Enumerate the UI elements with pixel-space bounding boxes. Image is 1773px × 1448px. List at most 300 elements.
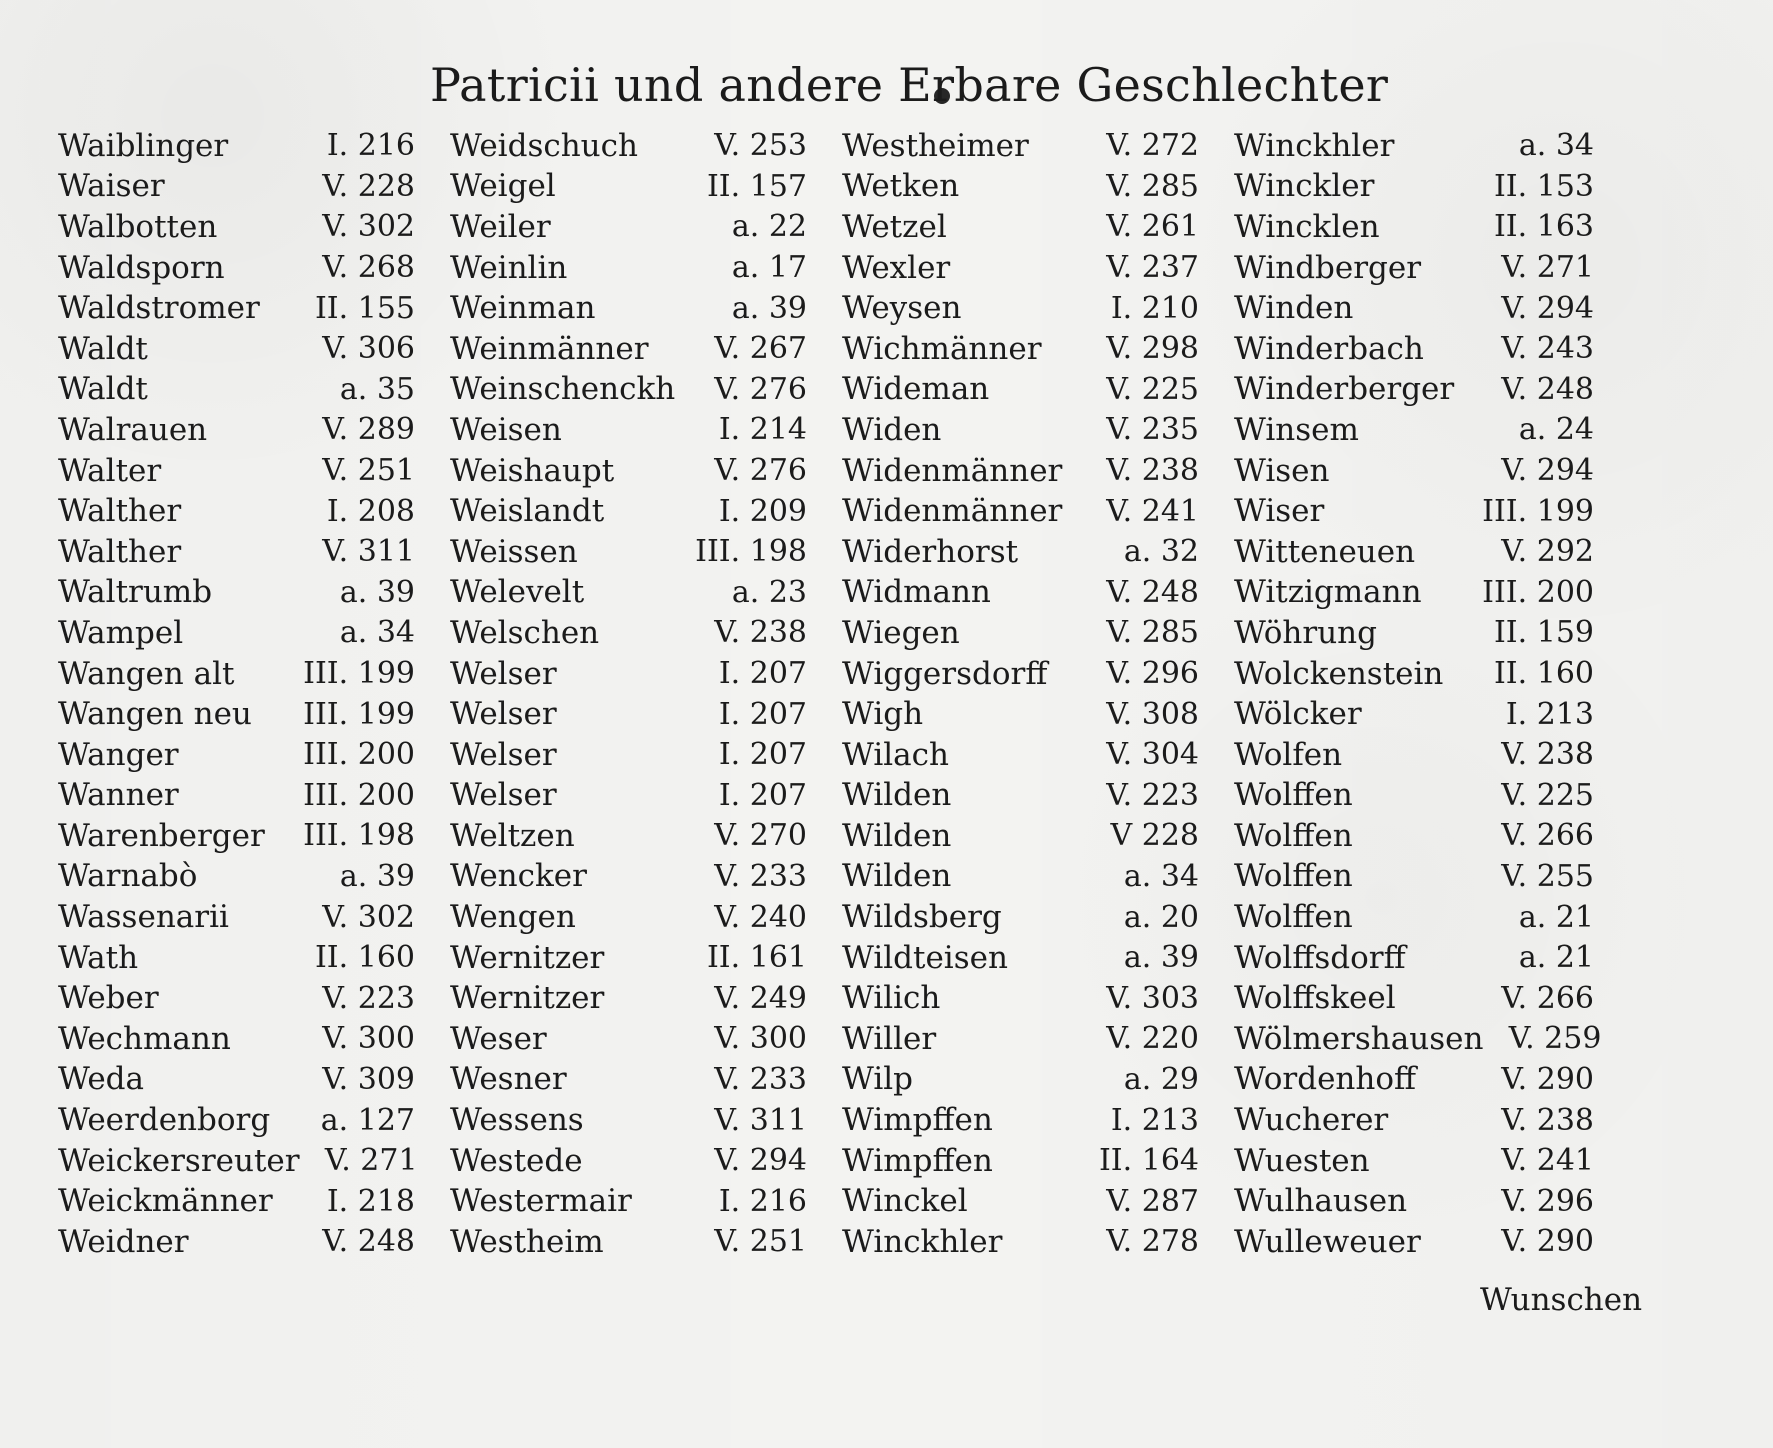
index-entry — [842, 1019, 1207, 1060]
reference: V. 251 — [322, 453, 415, 489]
index-entry — [842, 126, 1207, 167]
index-entry — [450, 1181, 815, 1222]
surname: Wassenarii — [58, 899, 229, 936]
surname: Weber — [58, 980, 159, 1017]
surname: Winckhler — [1234, 127, 1395, 164]
index-entry — [58, 1181, 423, 1222]
surname: Welser — [450, 777, 557, 814]
index-entry — [1234, 1141, 1594, 1182]
reference: a. 23 — [731, 574, 807, 610]
surname: Wanner — [58, 777, 179, 814]
reference: V. 294 — [1501, 290, 1594, 326]
reference: V. 309 — [322, 1061, 415, 1097]
surname: Waldsporn — [58, 249, 225, 286]
surname: Witteneuen — [1234, 533, 1416, 570]
reference: a. 39 — [1123, 940, 1199, 976]
surname: Welevelt — [450, 574, 585, 611]
surname: Weidner — [58, 1223, 189, 1260]
surname: Waiser — [58, 168, 165, 205]
surname: Wolffen — [1234, 899, 1353, 936]
reference: V. 290 — [1501, 1061, 1594, 1097]
index-entry — [450, 654, 815, 695]
surname: Witzigmann — [1234, 574, 1422, 611]
reference: V. 267 — [714, 331, 807, 367]
index-entry — [842, 1222, 1207, 1263]
reference: II. 153 — [1493, 168, 1594, 204]
reference: V. 220 — [1106, 1021, 1199, 1057]
reference: V. 261 — [1106, 209, 1199, 245]
surname: Wulleweuer — [1234, 1223, 1421, 1260]
index-entry — [1234, 816, 1594, 857]
reference: V. 296 — [1501, 1183, 1594, 1219]
surname: Wimpffen — [842, 1142, 993, 1179]
index-entry — [842, 978, 1207, 1019]
index-entry — [1234, 978, 1594, 1019]
surname: Wildsberg — [842, 899, 1002, 936]
reference: V. 228 — [322, 168, 415, 204]
index-column-1 — [58, 126, 423, 1263]
index-entry — [58, 1141, 423, 1182]
reference: V. 248 — [1106, 574, 1199, 610]
surname: Winckel — [842, 1183, 968, 1220]
surname: Weislandt — [450, 493, 605, 530]
index-entry — [58, 451, 423, 492]
index-entry — [450, 1019, 815, 1060]
surname: Weinmänner — [450, 330, 649, 367]
index-entry — [58, 288, 423, 329]
surname: Westheimer — [842, 127, 1029, 164]
index-entry — [1234, 1181, 1594, 1222]
reference: III. 200 — [1482, 574, 1594, 610]
index-entry — [450, 694, 815, 735]
surname: Weickmänner — [58, 1183, 273, 1220]
page-title: Patricii und andere Erbare Geschlechter — [430, 58, 1389, 112]
reference: V. 251 — [714, 1224, 807, 1260]
index-column-4 — [1234, 126, 1602, 1263]
surname: Wangen alt — [58, 655, 235, 692]
reference: I. 216 — [718, 1183, 807, 1219]
surname: Walrauen — [58, 411, 208, 448]
index-entry — [450, 776, 815, 817]
reference: V. 223 — [322, 980, 415, 1016]
reference: I. 214 — [718, 412, 807, 448]
reference: I. 218 — [326, 1183, 415, 1219]
index-entry — [1234, 532, 1594, 573]
index-entry — [450, 857, 815, 898]
surname: Wilden — [842, 858, 952, 895]
index-entry — [1234, 654, 1594, 695]
reference: a. 21 — [1518, 940, 1594, 976]
index-entry — [58, 532, 423, 573]
surname: Westheim — [450, 1223, 604, 1260]
index-entry — [1234, 248, 1594, 289]
reference: a. 20 — [1123, 899, 1199, 935]
index-entry — [1234, 288, 1594, 329]
surname: Weinschenckh — [450, 371, 676, 408]
index-entry — [842, 857, 1207, 898]
surname: Wernitzer — [450, 980, 605, 1017]
index-entry — [1234, 573, 1594, 614]
index-entry — [58, 897, 423, 938]
index-entry — [450, 207, 815, 248]
reference: II. 157 — [706, 168, 807, 204]
reference: I. 213 — [1110, 1102, 1199, 1138]
reference: V. 308 — [1106, 696, 1199, 732]
reference: II. 161 — [706, 940, 807, 976]
reference: III. 198 — [303, 818, 415, 854]
surname: Walter — [58, 452, 162, 489]
reference: V. 238 — [1106, 453, 1199, 489]
reference: V. 298 — [1106, 331, 1199, 367]
reference: V. 289 — [322, 412, 415, 448]
reference: III. 198 — [695, 534, 807, 570]
surname: Walther — [58, 493, 182, 530]
index-entry — [58, 329, 423, 370]
index-entry — [58, 573, 423, 614]
index-entry — [842, 1181, 1207, 1222]
surname: Wangen neu — [58, 696, 252, 733]
reference: V. 249 — [714, 980, 807, 1016]
index-entry — [450, 167, 815, 208]
index-entry — [842, 573, 1207, 614]
index-entry — [1234, 1100, 1594, 1141]
reference: V. 290 — [1501, 1224, 1594, 1260]
index-entry — [842, 410, 1207, 451]
reference: V. 243 — [1501, 331, 1594, 367]
index-entry — [842, 613, 1207, 654]
surname: Warnabò — [58, 858, 198, 895]
surname: Winckhler — [842, 1223, 1003, 1260]
index-entry — [842, 288, 1207, 329]
index-entry — [58, 938, 423, 979]
surname: Walther — [58, 533, 182, 570]
index-entry — [1234, 329, 1594, 370]
reference: V. 248 — [322, 1224, 415, 1260]
surname: Weissen — [450, 533, 578, 570]
reference: V. 302 — [322, 899, 415, 935]
surname: Welschen — [450, 614, 600, 651]
index-entry — [1234, 857, 1594, 898]
reference: V. 248 — [1501, 371, 1594, 407]
reference: a. 32 — [1123, 534, 1199, 570]
index-entry — [842, 167, 1207, 208]
reference: I. 208 — [326, 493, 415, 529]
surname: Weickersreuter — [58, 1142, 300, 1179]
reference: V. 292 — [1501, 534, 1594, 570]
surname: Wigh — [842, 696, 924, 733]
index-entry — [450, 288, 815, 329]
surname: Weysen — [842, 290, 962, 327]
index-entry — [842, 1141, 1207, 1182]
reference: V. 266 — [1501, 818, 1594, 854]
index-entry — [58, 207, 423, 248]
reference: a. 29 — [1123, 1061, 1199, 1097]
reference: I. 207 — [718, 696, 807, 732]
reference: V. 255 — [1501, 858, 1594, 894]
surname: Wilp — [842, 1061, 913, 1098]
reference: I. 207 — [718, 777, 807, 813]
reference: V. 235 — [1106, 412, 1199, 448]
index-entry — [58, 816, 423, 857]
reference: V. 253 — [714, 128, 807, 164]
index-entry — [450, 329, 815, 370]
index-entry — [58, 694, 423, 735]
reference: V. 259 — [1508, 1021, 1602, 1057]
index-entry — [1234, 938, 1594, 979]
reference: V. 303 — [1106, 980, 1199, 1016]
surname: Wulhausen — [1234, 1183, 1408, 1220]
reference: a. 34 — [1518, 128, 1594, 164]
reference: V. 225 — [1501, 777, 1594, 813]
surname: Wolffen — [1234, 777, 1353, 814]
surname: Wincklen — [1234, 208, 1380, 245]
index-entry — [842, 1100, 1207, 1141]
surname: Windberger — [1234, 249, 1422, 286]
index-entry — [842, 694, 1207, 735]
index-entry — [1234, 897, 1594, 938]
surname: Winderberger — [1234, 371, 1455, 408]
index-entry — [450, 573, 815, 614]
surname: Welser — [450, 736, 557, 773]
surname: Waiblinger — [58, 127, 229, 164]
index-entry — [842, 654, 1207, 695]
index-entry — [1234, 451, 1594, 492]
index-entry — [1234, 410, 1594, 451]
reference: I. 213 — [1505, 696, 1594, 732]
index-entry — [1234, 735, 1594, 776]
surname: Weser — [450, 1020, 547, 1057]
reference: V. 271 — [324, 1143, 418, 1179]
surname: Wanger — [58, 736, 179, 773]
surname: Wimpffen — [842, 1102, 993, 1139]
reference: I. 216 — [326, 128, 415, 164]
surname: Wampel — [58, 614, 184, 651]
reference: V. 223 — [1106, 777, 1199, 813]
reference: V. 294 — [714, 1143, 807, 1179]
index-entry — [450, 978, 815, 1019]
surname: Welser — [450, 655, 557, 692]
reference: V. 271 — [1501, 250, 1594, 286]
reference: a. 34 — [1123, 858, 1199, 894]
index-entry — [842, 329, 1207, 370]
reference: V. 300 — [322, 1021, 415, 1057]
surname: Wessens — [450, 1102, 584, 1139]
index-entry — [842, 248, 1207, 289]
surname: Wetken — [842, 168, 960, 205]
surname: Weda — [58, 1061, 145, 1098]
surname: Wucherer — [1234, 1102, 1389, 1139]
reference: V. 233 — [714, 858, 807, 894]
index-entry — [450, 1060, 815, 1101]
reference: III. 199 — [303, 656, 415, 692]
surname: Weishaupt — [450, 452, 615, 489]
surname: Wilach — [842, 736, 949, 773]
index-entry — [58, 1100, 423, 1141]
surname: Wetzel — [842, 208, 947, 245]
surname: Weiler — [450, 208, 551, 245]
reference: V. 285 — [1106, 615, 1199, 651]
surname: Waldt — [58, 371, 148, 408]
surname: Walbotten — [58, 208, 218, 245]
reference: V. 272 — [1106, 128, 1199, 164]
reference: III. 200 — [303, 777, 415, 813]
surname: Welser — [450, 696, 557, 733]
surname: Weltzen — [450, 817, 575, 854]
reference: a. 22 — [731, 209, 807, 245]
index-entry — [1234, 1019, 1602, 1060]
surname: Wilden — [842, 777, 952, 814]
reference: II. 160 — [314, 940, 415, 976]
surname: Wernitzer — [450, 939, 605, 976]
reference: V. 285 — [1106, 168, 1199, 204]
surname: Willer — [842, 1020, 937, 1057]
index-entry — [58, 776, 423, 817]
index-entry — [450, 370, 815, 411]
reference: V. 225 — [1106, 371, 1199, 407]
index-entry — [58, 613, 423, 654]
reference: V. 276 — [714, 453, 807, 489]
reference: a. 39 — [339, 858, 415, 894]
index-entry — [1234, 207, 1594, 248]
index-entry — [58, 370, 423, 411]
surname: Wechmann — [58, 1020, 231, 1057]
index-entry — [58, 248, 423, 289]
surname: Weigel — [450, 168, 556, 205]
surname: Widerhorst — [842, 533, 1019, 570]
index-entry — [450, 1100, 815, 1141]
reference: II. 155 — [314, 290, 415, 326]
surname: Weinlin — [450, 249, 568, 286]
reference: III. 199 — [303, 696, 415, 732]
index-entry — [58, 410, 423, 451]
surname: Wolffsdorff — [1234, 939, 1406, 976]
surname: Wolfen — [1234, 736, 1343, 773]
index-entry — [450, 613, 815, 654]
reference: a. 17 — [731, 250, 807, 286]
reference: I. 207 — [718, 656, 807, 692]
surname: Widenmänner — [842, 452, 1063, 489]
surname: Wölcker — [1234, 696, 1362, 733]
index-entry — [450, 491, 815, 532]
index-entry — [450, 1141, 815, 1182]
surname: Wiegen — [842, 614, 960, 651]
surname: Wisen — [1234, 452, 1330, 489]
reference: a. 39 — [731, 290, 807, 326]
index-entry — [842, 938, 1207, 979]
index-entry — [450, 126, 815, 167]
surname: Widenmänner — [842, 493, 1063, 530]
reference: a. 24 — [1518, 412, 1594, 448]
reference: V 228 — [1110, 818, 1199, 854]
reference: V. 240 — [714, 899, 807, 935]
index-entry — [1234, 694, 1594, 735]
surname: Warenberger — [58, 817, 265, 854]
reference: a. 21 — [1518, 899, 1594, 935]
surname: Wilden — [842, 817, 952, 854]
index-column-2 — [450, 126, 815, 1263]
reference: V. 268 — [322, 250, 415, 286]
surname: Widmann — [842, 574, 991, 611]
surname: Weerdenborg — [58, 1102, 271, 1139]
reference: III. 200 — [303, 737, 415, 773]
surname: Widen — [842, 411, 942, 448]
reference: V. 278 — [1106, 1224, 1199, 1260]
reference: V. 238 — [714, 615, 807, 651]
index-entry — [842, 491, 1207, 532]
reference: V. 266 — [1501, 980, 1594, 1016]
index-entry — [450, 735, 815, 776]
reference: II. 164 — [1098, 1143, 1199, 1179]
reference: a. 39 — [339, 574, 415, 610]
surname: Weidschuch — [450, 127, 638, 164]
index-entry — [1234, 1060, 1594, 1101]
index-entry — [842, 735, 1207, 776]
index-entry — [1234, 126, 1594, 167]
surname: Weisen — [450, 411, 562, 448]
surname: Wiggersdorff — [842, 655, 1048, 692]
surname: Wordenhoff — [1234, 1061, 1417, 1098]
surname: Wilich — [842, 980, 941, 1017]
index-column-3 — [842, 126, 1207, 1263]
reference: I. 210 — [1110, 290, 1199, 326]
surname: Winderbach — [1234, 330, 1424, 367]
reference: V. 238 — [1501, 737, 1594, 773]
reference: V. 287 — [1106, 1183, 1199, 1219]
index-entry — [842, 451, 1207, 492]
catchword: Wunschen — [1480, 1282, 1643, 1318]
index-entry — [58, 857, 423, 898]
reference: V. 276 — [714, 371, 807, 407]
index-entry — [842, 816, 1207, 857]
surname: Wengen — [450, 899, 576, 936]
reference: V. 270 — [714, 818, 807, 854]
surname: Westermair — [450, 1183, 632, 1220]
surname: Westede — [450, 1142, 583, 1179]
index-entry — [450, 410, 815, 451]
surname: Wolckenstein — [1234, 655, 1444, 692]
reference: V. 306 — [322, 331, 415, 367]
index-entry — [450, 938, 815, 979]
index-entry — [1234, 613, 1594, 654]
surname: Wexler — [842, 249, 951, 286]
surname: Wöhrung — [1234, 614, 1377, 651]
index-entry — [58, 491, 423, 532]
reference: V. 238 — [1501, 1102, 1594, 1138]
reference: V. 237 — [1106, 250, 1199, 286]
reference: II. 159 — [1493, 615, 1594, 651]
surname: Wath — [58, 939, 139, 976]
surname: Wuesten — [1234, 1142, 1370, 1179]
reference: V. 304 — [1106, 737, 1199, 773]
index-entry — [58, 126, 423, 167]
index-entry — [842, 776, 1207, 817]
index-entry — [842, 532, 1207, 573]
surname: Wichmänner — [842, 330, 1042, 367]
surname: Weinman — [450, 290, 596, 327]
surname: Winden — [1234, 290, 1354, 327]
index-entry — [58, 1222, 423, 1263]
surname: Winsem — [1234, 411, 1359, 448]
reference: II. 163 — [1493, 209, 1594, 245]
index-entry — [842, 897, 1207, 938]
index-entry — [58, 735, 423, 776]
index-entry — [450, 248, 815, 289]
index-entry — [58, 1019, 423, 1060]
index-entry — [58, 167, 423, 208]
index-entry — [1234, 1222, 1594, 1263]
reference: V. 311 — [322, 534, 415, 570]
reference: a. 127 — [320, 1102, 415, 1138]
